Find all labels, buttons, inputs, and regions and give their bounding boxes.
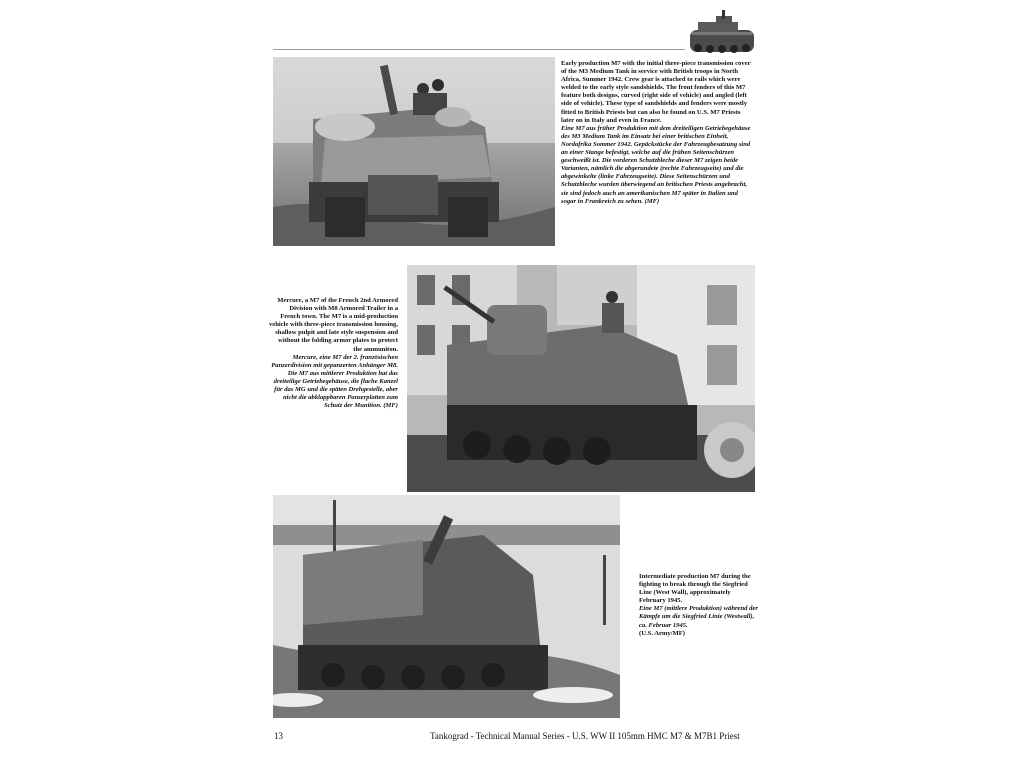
caption-top-credit: (MF) xyxy=(644,197,660,205)
caption-middle-credit: (MF) xyxy=(383,402,398,410)
series-title: Tankograd - Technical Manual Series - U.S. WW II 105mm HMC M7 & M7B1 Priest xyxy=(430,731,740,741)
caption-bottom-german: Eine M7 (mittlere Produktion) während der Kämpfe um die Siegfried Linie (Westwall), ca. Februar 1945. xyxy=(639,605,758,629)
caption-mercure-m7 xyxy=(268,297,398,410)
caption-bottom-credit: (U.S. Army/MF) xyxy=(639,629,685,637)
caption-top-german xyxy=(561,125,753,206)
caption-top-english: Early production M7 with the initial three-piece transmission cover of the M3 Medium Tank in service with British troops in North Africa, Summer 1942. Crew gear is attached to rails which were welded to the early style sandshields. The front fenders of this M7 feature both designs, curved (right side of vehicle) and angled (left side of vehicle). These type of sandshields and fenders were mostly fitted to British Priests but can also be found on U.S. M7 Priests later on in Italy and even in France. xyxy=(561,60,751,124)
photo-mercure-m7-french-town xyxy=(407,265,755,492)
photo-early-production-m7 xyxy=(273,57,555,246)
header-rule xyxy=(273,49,685,50)
caption-top-german-text: Eine M7 aus früher Produktion mit dem dreiteiligen Getriebegehäuse des M3 Medium Tank im Einsatz bei einer britischen Einheit, Nordafrika Sommer 1942. Gepäckstücke der Fahrzeugbesatzung sind an einer Stange befestigt, welche auf die frühen Seitenschürzen geschweißt ist. Die vorderen Schutzbleche dieser M7 zeigen beide Varianten, nämlich die abgerundete (rechte Fahrzeugseite) und die abgewinkelte (linke Fahrzeugseite). Diese Seitenschürzen und Schutzbleche wurden überwiegend an britischen Priests angebracht, sie sind jedoch auch an amerikanischen M7 später in Italien und sogar in Frankreich zu sehen. xyxy=(561,124,751,205)
page-number: 13 xyxy=(274,731,283,741)
header-tank-silhouette-icon xyxy=(688,8,756,58)
caption-siegfried-line-m7 xyxy=(639,573,759,638)
caption-middle-german-text: Mercure, eine M7 der 2. französischen Panzerdivision mit gepanzerten Anhänger M8. Die M7 aus mittlerer Produktion hat das dreiteilige Getriebegehäuse, die flache Kanzel für das MG und die späten Drehgestelle, aber nicht die abklappbaren Panzerplatten zum Schutz der Munition. xyxy=(271,353,398,410)
caption-middle-german xyxy=(268,354,398,411)
caption-middle-english: Mercure, a M7 of the French 2nd Armored Division with M8 Armored Trailer in a French town. The M7 is a mid-production vehicle with three-piece transmission housing, shallow pulpit and late style suspension and without the folding armor plates to protect the ammuniton. xyxy=(268,297,398,353)
photo-m7-siegfried-line xyxy=(273,495,620,718)
caption-bottom-english: Intermediate production M7 during the fighting to break through the Siegfried Line (West Wall), approximately February 1945. xyxy=(639,573,751,605)
caption-early-production-m7 xyxy=(561,60,753,206)
